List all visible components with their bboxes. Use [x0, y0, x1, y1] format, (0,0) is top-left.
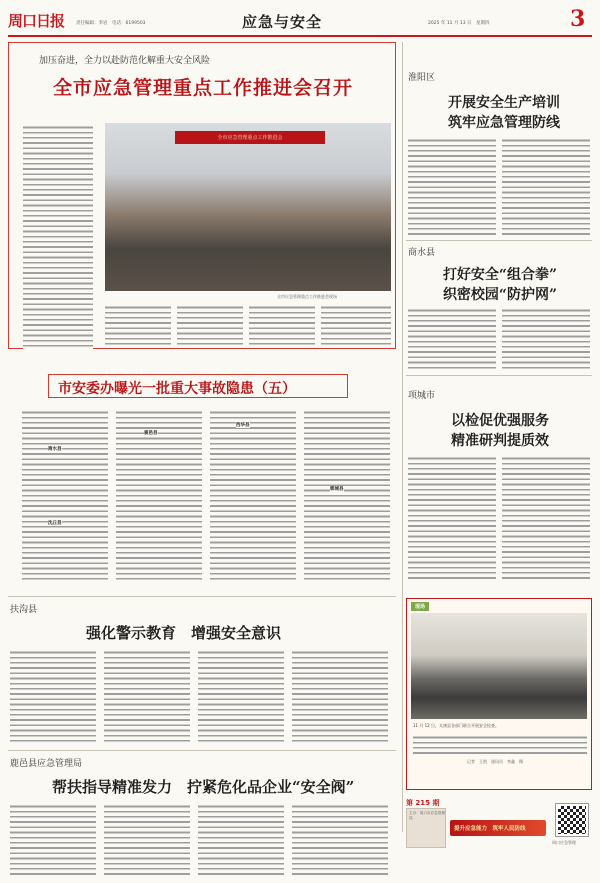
lead-body-col2 [105, 305, 171, 345]
divider-luyi [8, 750, 396, 751]
lead-kicker: 加压奋进，全力以赴防范化解重大安全风险 [39, 56, 211, 66]
xiangcheng-headline-2: 精准研判提质效 [451, 433, 549, 449]
hazard-col3 [210, 410, 296, 580]
luyi-label: 鹿邑县应急管理局 [10, 758, 83, 768]
hazard-col1 [22, 410, 108, 580]
editor-box [406, 808, 446, 848]
xiangcheng-col2 [502, 456, 590, 580]
fugou-col3 [198, 650, 284, 744]
masthead-rule [8, 35, 592, 37]
lead-body-col5 [321, 305, 391, 345]
divider-xiangcheng [406, 375, 592, 376]
qr-label: 周口应急管理 [552, 840, 576, 845]
hazard-org-4: 郸城县 [330, 487, 344, 492]
editor-info: 责任编辑：李岩 电话：6199503 [76, 21, 146, 26]
photo-feature-credit: 记者 王凯 通讯员 李鑫 摄 [467, 759, 523, 764]
photo-feature-caption-body [413, 735, 587, 757]
divider-fugou [8, 596, 396, 597]
qr-code [556, 804, 588, 836]
page-number: 3 [570, 6, 586, 32]
hazard-col2 [116, 410, 202, 580]
divider-shangshui [406, 240, 592, 241]
fugou-label: 扶沟县 [10, 604, 38, 614]
issue-date: 2025 年 11 月 13 日 星期四 [428, 21, 490, 26]
fugou-col2 [104, 650, 190, 744]
fugou-col1 [10, 650, 96, 744]
photo-feature-tag: 现场 [411, 602, 429, 611]
huaiyang-label: 淮阳区 [408, 72, 436, 82]
hazard-org-5: 沈丘县 [48, 521, 62, 526]
hazard-org-1: 商水县 [48, 447, 62, 452]
lead-headline: 全市应急管理重点工作推进会召开 [52, 77, 353, 99]
xiangcheng-col1 [408, 456, 496, 580]
footer-slogan-banner [450, 820, 546, 836]
shangshui-headline-1: 打好安全“组合拳” [442, 267, 558, 283]
xiangcheng-headline-1: 以检促优强服务 [451, 413, 549, 429]
lead-body-col4 [249, 305, 315, 345]
shangshui-label: 商水县 [408, 247, 436, 257]
huaiyang-col1 [408, 138, 496, 236]
lead-photo [105, 123, 391, 291]
masthead [8, 6, 592, 34]
column-divider [402, 42, 403, 832]
xiangcheng-label: 项城市 [408, 390, 436, 400]
hazard-headline: 市安委办曝光一批重大事故隐患（五） [58, 381, 296, 397]
hazard-org-2: 鹿邑县 [144, 431, 158, 436]
photo-feature-caption: 11 月 12 日，太康县各部门联合开展安全检查。 [413, 723, 499, 728]
issue-badge: 第 215 期 [406, 799, 440, 807]
shangshui-col2 [502, 308, 590, 370]
hazard-section [8, 360, 396, 590]
huaiyang-headline-1: 开展安全生产培训 [448, 95, 560, 111]
hazard-org-3: 西华县 [236, 423, 250, 428]
luyi-headline: 帮扶指导精准发力 拧紧危化品企业“安全阀” [52, 778, 355, 796]
footer-slogan: 提升应急能力 筑牢人民防线 [454, 826, 526, 832]
section-title: 应急与安全 [242, 13, 323, 31]
fugou-col4 [292, 650, 388, 744]
lead-body-left [23, 125, 93, 350]
footer [406, 798, 592, 878]
hazard-col4 [304, 410, 390, 580]
shangshui-col1 [408, 308, 496, 370]
lead-photo-banner: 全市应急管理重点工作推进会 [175, 131, 325, 144]
luyi-col4 [292, 804, 388, 876]
photo-feature [406, 598, 592, 790]
editor-box-text: 主办：周口市应急管理局 [409, 811, 445, 820]
huaiyang-col2 [502, 138, 590, 236]
fugou-headline: 强化警示教育 增强安全意识 [86, 624, 282, 642]
lead-body-col3 [177, 305, 243, 345]
lead-story [8, 42, 396, 349]
luyi-col2 [104, 804, 190, 876]
photo-feature-image [411, 613, 587, 719]
luyi-col1 [10, 804, 96, 876]
newspaper-logo: 周口日报 [8, 12, 65, 30]
luyi-col3 [198, 804, 284, 876]
huaiyang-headline-2: 筑牢应急管理防线 [448, 115, 560, 131]
shangshui-headline-2: 织密校园“防护网” [442, 287, 558, 303]
lead-photo-caption: 全市应急管理重点工作推进会现场 [277, 294, 337, 299]
